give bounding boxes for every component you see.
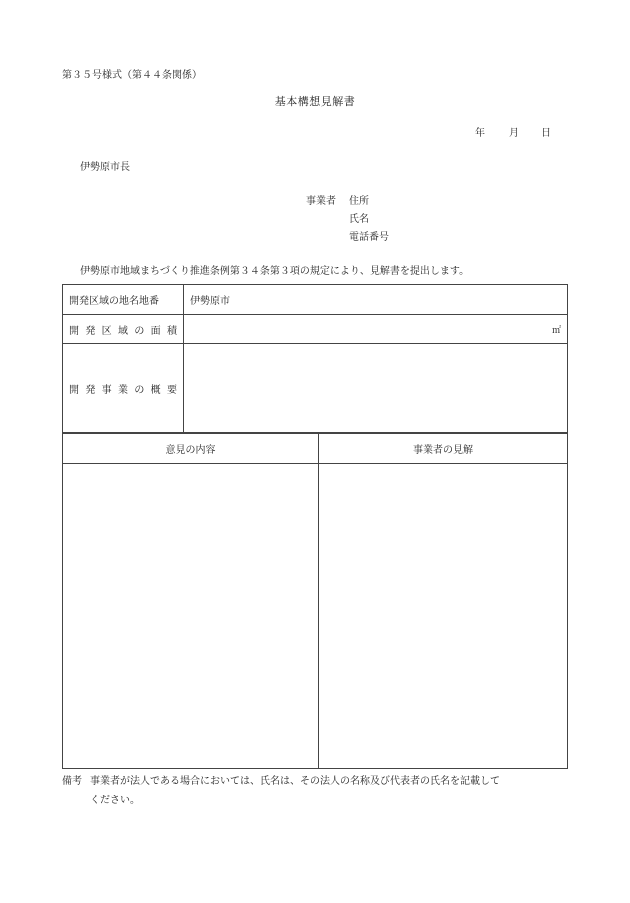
submission-statement: 伊勢原市地域まちづくり推進条例第３４条第３項の規定により、見解書を提出します。 bbox=[80, 266, 470, 277]
applicant-address-label: 住所 bbox=[349, 196, 369, 207]
opinion-header-row bbox=[63, 434, 568, 464]
development-info-table bbox=[62, 284, 568, 433]
remarks-heading: 備考 bbox=[62, 776, 82, 787]
area-row bbox=[63, 315, 568, 344]
applicant-phone-label: 電話番号 bbox=[349, 232, 389, 243]
opinion-header: 意見の内容 bbox=[63, 434, 319, 464]
view-content-cell bbox=[319, 464, 568, 769]
addressee: 伊勢原市長 bbox=[80, 162, 130, 173]
location-label: 開発区域の地名地番 bbox=[63, 285, 184, 315]
summary-value bbox=[184, 344, 568, 433]
date-month-label: 月 bbox=[509, 128, 519, 139]
remarks-line-1: 事業者が法人である場合においては、氏名は、その法人の名称及び代表者の氏名を記載して bbox=[90, 776, 500, 787]
document-title: 基本構想見解書 bbox=[274, 95, 356, 108]
view-header: 事業者の見解 bbox=[319, 434, 568, 464]
area-label-chars: 開 発 区 域 の 面 積 bbox=[69, 325, 177, 337]
area-label bbox=[63, 315, 184, 344]
summary-row bbox=[63, 344, 568, 433]
applicant-name-label: 氏名 bbox=[349, 214, 369, 225]
opinion-table bbox=[62, 433, 568, 769]
location-value: 伊勢原市 bbox=[184, 285, 568, 315]
remarks-line-2: ください。 bbox=[90, 795, 140, 806]
date-year-label: 年 bbox=[475, 128, 485, 139]
location-row bbox=[63, 285, 568, 315]
opinion-content-cell bbox=[63, 464, 319, 769]
area-unit: ㎡ bbox=[184, 315, 568, 344]
summary-label bbox=[63, 344, 184, 433]
opinion-body-row bbox=[63, 464, 568, 769]
summary-label-chars: 開 発 事 業 の 概 要 bbox=[69, 384, 177, 396]
form-number: 第３５号様式（第４４条関係） bbox=[62, 70, 202, 81]
date-day-label: 日 bbox=[541, 128, 551, 139]
applicant-label: 事業者 bbox=[306, 196, 336, 207]
